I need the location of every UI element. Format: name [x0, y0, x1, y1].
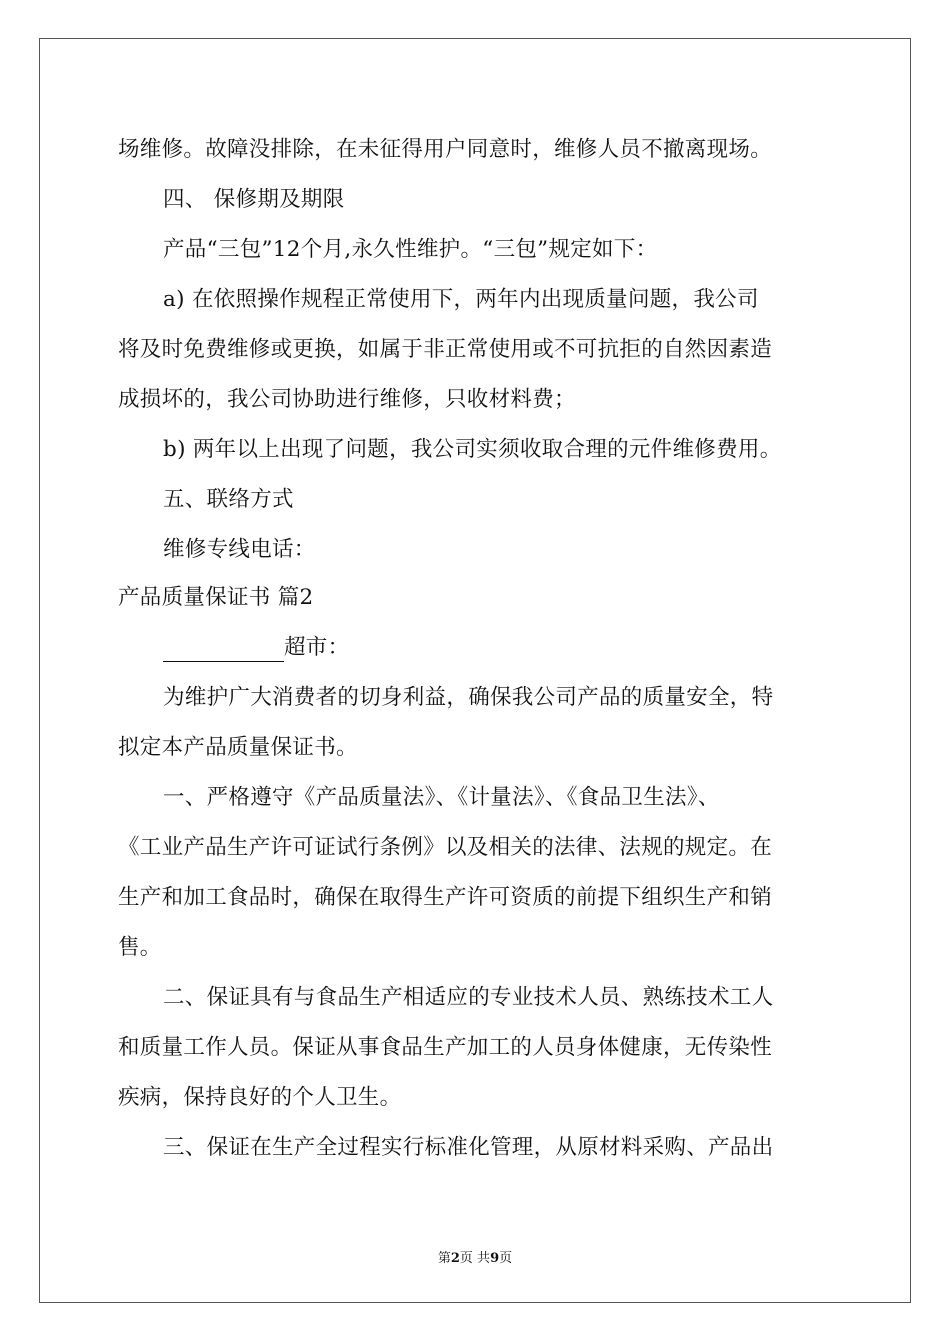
- addressee-text: 超市：: [284, 635, 350, 660]
- body-line: 场维修。故障没排除，在未征得用户同意时，维修人员不撤离现场。: [118, 137, 773, 162]
- blank-underline: [163, 639, 284, 662]
- body-line: 和质量工作人员。保证从事食品生产加工的人员身体健康，无传染性: [118, 1035, 773, 1060]
- body-line: 成损坏的，我公司协助进行维修，只收材料费；: [118, 387, 576, 412]
- document-title: 产品质量保证书 篇2: [118, 585, 314, 610]
- body-line: 《工业产品生产许可证试行条例》以及相关的法律、法规的规定。在: [118, 835, 773, 860]
- footer-total-pages: 9: [490, 1251, 500, 1266]
- body-line: 一、严格遵守《产品质量法》、《计量法》、《食品卫生法》、: [163, 785, 720, 810]
- body-line: 疾病，保持良好的个人卫生。: [118, 1085, 402, 1110]
- body-line: 售。: [118, 935, 162, 960]
- body-line: 为维护广大消费者的切身利益，确保我公司产品的质量安全，特: [163, 685, 774, 710]
- section-heading: 五、联络方式: [163, 487, 294, 512]
- footer-page-number: 2: [450, 1251, 460, 1266]
- footer-middle: 页 共: [459, 1251, 491, 1266]
- body-line: 将及时免费维修或更换，如属于非正常使用或不可抗拒的自然因素造: [118, 337, 773, 362]
- body-line: 二、保证具有与食品生产相适应的专业技术人员、熟练技术工人: [163, 985, 774, 1010]
- page-footer: [0, 1247, 950, 1266]
- body-line: 拟定本产品质量保证书。: [118, 735, 358, 760]
- body-line: 维修专线电话：: [163, 537, 316, 562]
- addressee-line: [163, 634, 349, 662]
- footer-prefix: 第: [437, 1251, 451, 1266]
- body-line: a) 在依照操作规程正常使用下，两年内出现质量问题，我公司: [163, 287, 759, 312]
- footer-suffix: 页: [499, 1251, 513, 1266]
- body-line: 产品“三包”12个月,永久性维护。“三包”规定如下：: [163, 237, 658, 262]
- body-line: 三、保证在生产全过程实行标准化管理，从原材料采购、产品出: [163, 1135, 774, 1160]
- section-heading: 四、 保修期及期限: [163, 187, 345, 212]
- body-line: 生产和加工食品时，确保在取得生产许可资质的前提下组织生产和销: [118, 885, 773, 910]
- page-border: [39, 38, 911, 1303]
- body-line: b) 两年以上出现了问题，我公司实须收取合理的元件维修费用。: [163, 437, 782, 462]
